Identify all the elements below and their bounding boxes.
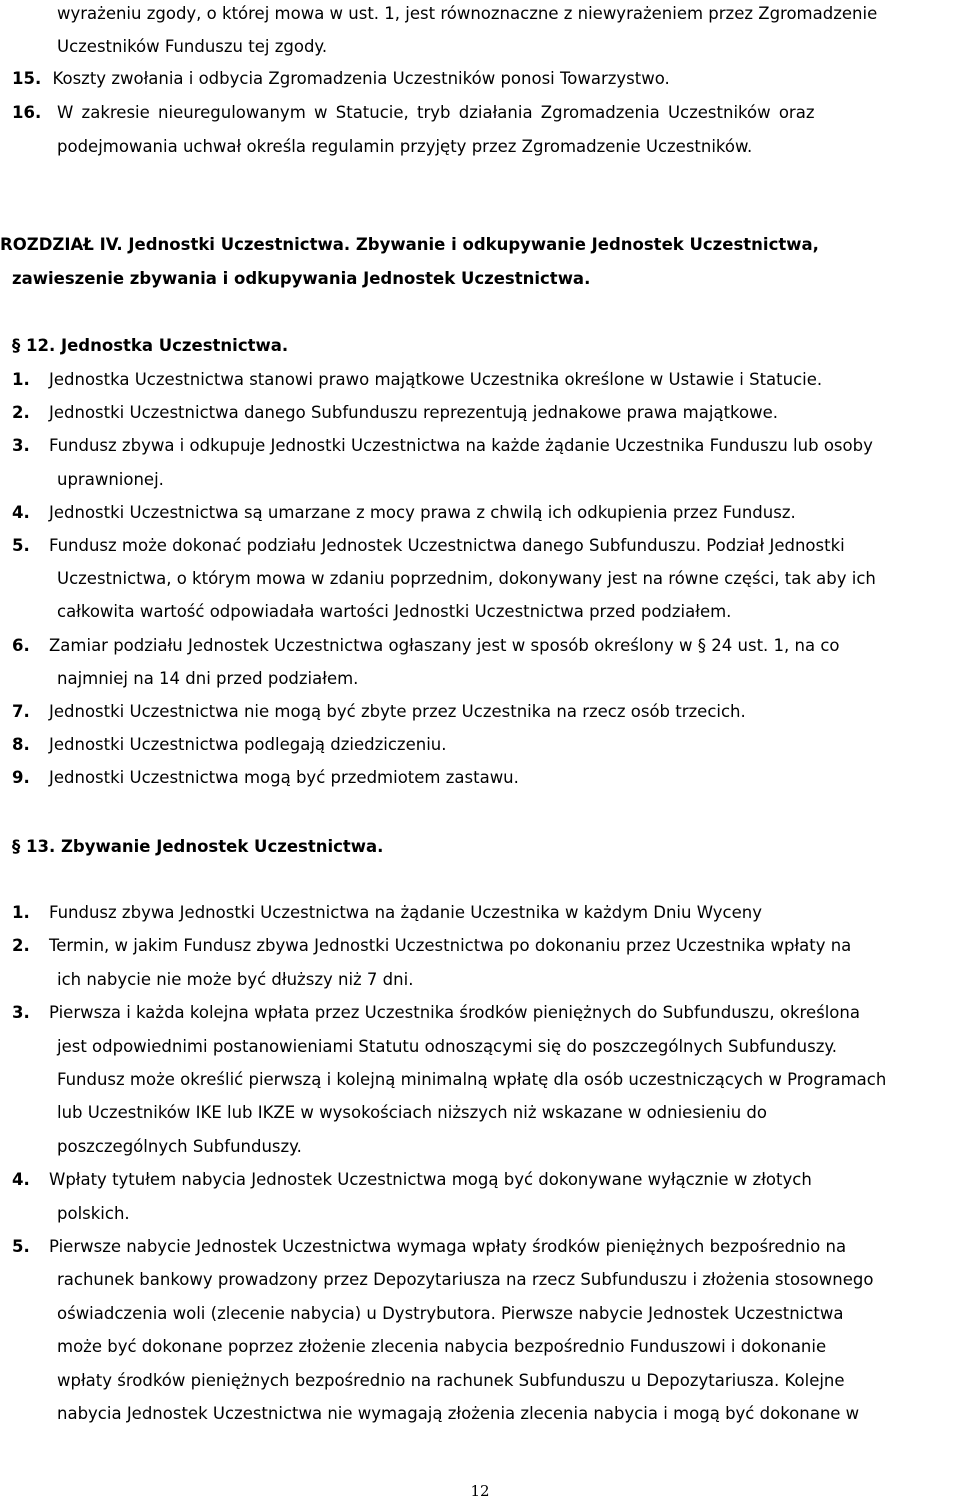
list-item [12,370,822,390]
item-number: 4. [12,1170,30,1190]
list-item [12,1237,846,1257]
list-item [12,1170,812,1190]
item-text: Fundusz może określić pierwszą i kolejną minimalną wpłatę dla osób uczestniczących w Programach [57,1070,887,1089]
item-text: rachunek bankowy prowadzony przez Depozytariusza na rzecz Subfunduszu i złożenia stosownego [57,1270,874,1290]
list-item-continuation [57,1103,767,1123]
list-item [12,403,778,423]
list-item-continuation [57,1337,826,1357]
list-item-continuation [57,470,164,490]
item-number: 3. [12,1003,30,1023]
item-text: Uczestnictwa, o którym mowa w zdaniu poprzednim, dokonywany jest na równe części, tak aby ich [57,569,876,589]
item-number: 5. [12,1237,30,1256]
list-item-16 [12,103,956,123]
item-text: ich nabycie nie może być dłuższy niż 7 dni. [57,969,414,989]
list-item-continuation [57,1404,859,1424]
chapter-heading: ROZDZIAŁ IV. Jednostki Uczestnictwa. Zbywanie i odkupywanie Jednostek Uczestnictwa, [0,235,819,254]
list-item [12,702,746,722]
list-item-continuation [57,569,876,589]
paragraph-line: Uczestników Funduszu tej zgody. [57,37,328,56]
list-item-continuation [57,1270,873,1290]
item-text: Zamiar podziału Jednostek Uczestnictwa ogłaszany jest w sposób określony w § 24 ust. 1, na co [49,635,840,655]
item-text: lub Uczestników IKE lub IKZE w wysokościach niższych niż wskazane w odniesieniu do [57,1103,767,1123]
item-text: wpłaty środków pieniężnych bezpośrednio na rachunek Subfunduszu u Depozytariusza. Kolejne [57,1370,845,1390]
item-number: 4. [12,502,30,522]
item-text: uprawnionej. [57,469,164,489]
item-text: Koszty zwołania i odbycia Zgromadzenia Uczestników ponosi Towarzystwo. [52,69,670,88]
list-item [12,735,446,755]
item-text: Pierwsza i każda kolejna wpłata przez Uczestnika środków pieniężnych do Subfunduszu, określona [49,1003,860,1023]
list-item-continuation [57,1070,886,1090]
paragraph-line: podejmowania uchwał określa regulamin przyjęty przez Zgromadzenie Uczestników. [57,137,753,156]
page-number: 12 [470,1482,490,1500]
item-number: 5. [12,536,30,555]
item-text: Pierwsze nabycie Jednostek Uczestnictwa wymaga wpłaty środków pieniężnych bezpośrednio na [49,1237,847,1256]
item-text: W zakresie nieuregulowanym w Statucie, tryb działania Zgromadzenia Uczestników oraz [57,103,815,122]
paragraph-line: wyrażeniu zgody, o której mowa w ust. 1, jest równoznaczne z niewyrażeniem przez Zgromadzenie [57,4,878,23]
item-text: poszczególnych Subfunduszy. [57,1136,302,1156]
item-number: 1. [12,903,30,922]
item-number: 2. [12,936,30,956]
list-item-continuation [57,1204,130,1224]
item-text: Fundusz zbywa i odkupuje Jednostki Uczestnictwa na każde żądanie Uczestnika Funduszu lub osoby [49,436,873,456]
item-text: oświadczenia woli (zlecenie nabycia) u Dystrybutora. Pierwsze nabycie Jednostek Uczestnictwa [57,1303,844,1323]
item-text: może być dokonane poprzez złożenie zlecenia nabycia bezpośrednio Funduszowi i dokonanie [57,1337,827,1357]
item-number: 8. [12,735,30,755]
item-number: 1. [12,370,30,389]
item-text: całkowita wartość odpowiadała wartości Jednostki Uczestnictwa przed podziałem. [57,602,732,622]
list-item [12,636,840,656]
item-text: Jednostki Uczestnictwa nie mogą być zbyte przez Uczestnika na rzecz osób trzecich. [49,702,746,721]
item-text: Wpłaty tytułem nabycia Jednostek Uczestnictwa mogą być dokonywane wyłącznie w złotych [49,1170,812,1190]
item-text: Jednostki Uczestnictwa są umarzane z mocy prawa z chwilą ich odkupienia przez Fundusz. [49,502,796,522]
item-number: 2. [12,403,30,423]
item-text: Fundusz może dokonać podziału Jednostek Uczestnictwa danego Subfunduszu. Podział Jednostki [49,536,845,555]
item-number: 6. [12,635,30,655]
list-item-continuation [57,1137,302,1157]
list-item [12,1003,860,1023]
list-item-continuation [57,1304,843,1324]
section-heading-13: § 13. Zbywanie Jednostek Uczestnictwa. [12,837,384,856]
item-text: najmniej na 14 dni przed podziałem. [57,668,359,688]
item-text: polskich. [57,1203,130,1223]
list-item [12,503,796,523]
item-text: Jednostka Uczestnictwa stanowi prawo majątkowe Uczestnika określone w Ustawie i Statucie. [49,370,823,389]
item-number: 7. [12,702,30,721]
item-text: Termin, w jakim Fundusz zbywa Jednostki Uczestnictwa po dokonaniu przez Uczestnika wpłaty na [49,936,852,956]
item-number: 9. [12,768,30,788]
item-number: 16. [12,103,42,122]
list-item-15 [12,69,670,89]
item-number: 15. [12,69,42,88]
chapter-heading-line2: zawieszenie zbywania i odkupywania Jednostek Uczestnictwa. [12,269,591,288]
list-item [12,936,851,956]
item-text: Jednostki Uczestnictwa podlegają dziedziczeniu. [49,735,447,755]
list-item-continuation [57,669,358,689]
item-text: Jednostki Uczestnictwa mogą być przedmiotem zastawu. [49,768,519,788]
list-item-continuation [57,970,413,990]
list-item [12,436,873,456]
list-item [12,903,762,923]
section-heading-12: § 12. Jednostka Uczestnictwa. [12,336,289,355]
list-item [12,536,845,556]
list-item-continuation [57,1037,837,1057]
item-text: nabycia Jednostek Uczestnictwa nie wymagają złożenia zlecenia nabycia i mogą być dokonane w [57,1404,860,1423]
list-item-continuation [57,1371,845,1391]
item-text: Jednostki Uczestnictwa danego Subfunduszu reprezentują jednakowe prawa majątkowe. [49,403,778,423]
item-text: Fundusz zbywa Jednostki Uczestnictwa na żądanie Uczestnika w każdym Dniu Wyceny [49,903,762,922]
item-text: jest odpowiednimi postanowieniami Statutu odnoszącymi się do poszczególnych Subfunduszy. [57,1036,838,1056]
list-item-continuation [57,602,731,622]
list-item [12,768,519,788]
item-number: 3. [12,436,30,456]
